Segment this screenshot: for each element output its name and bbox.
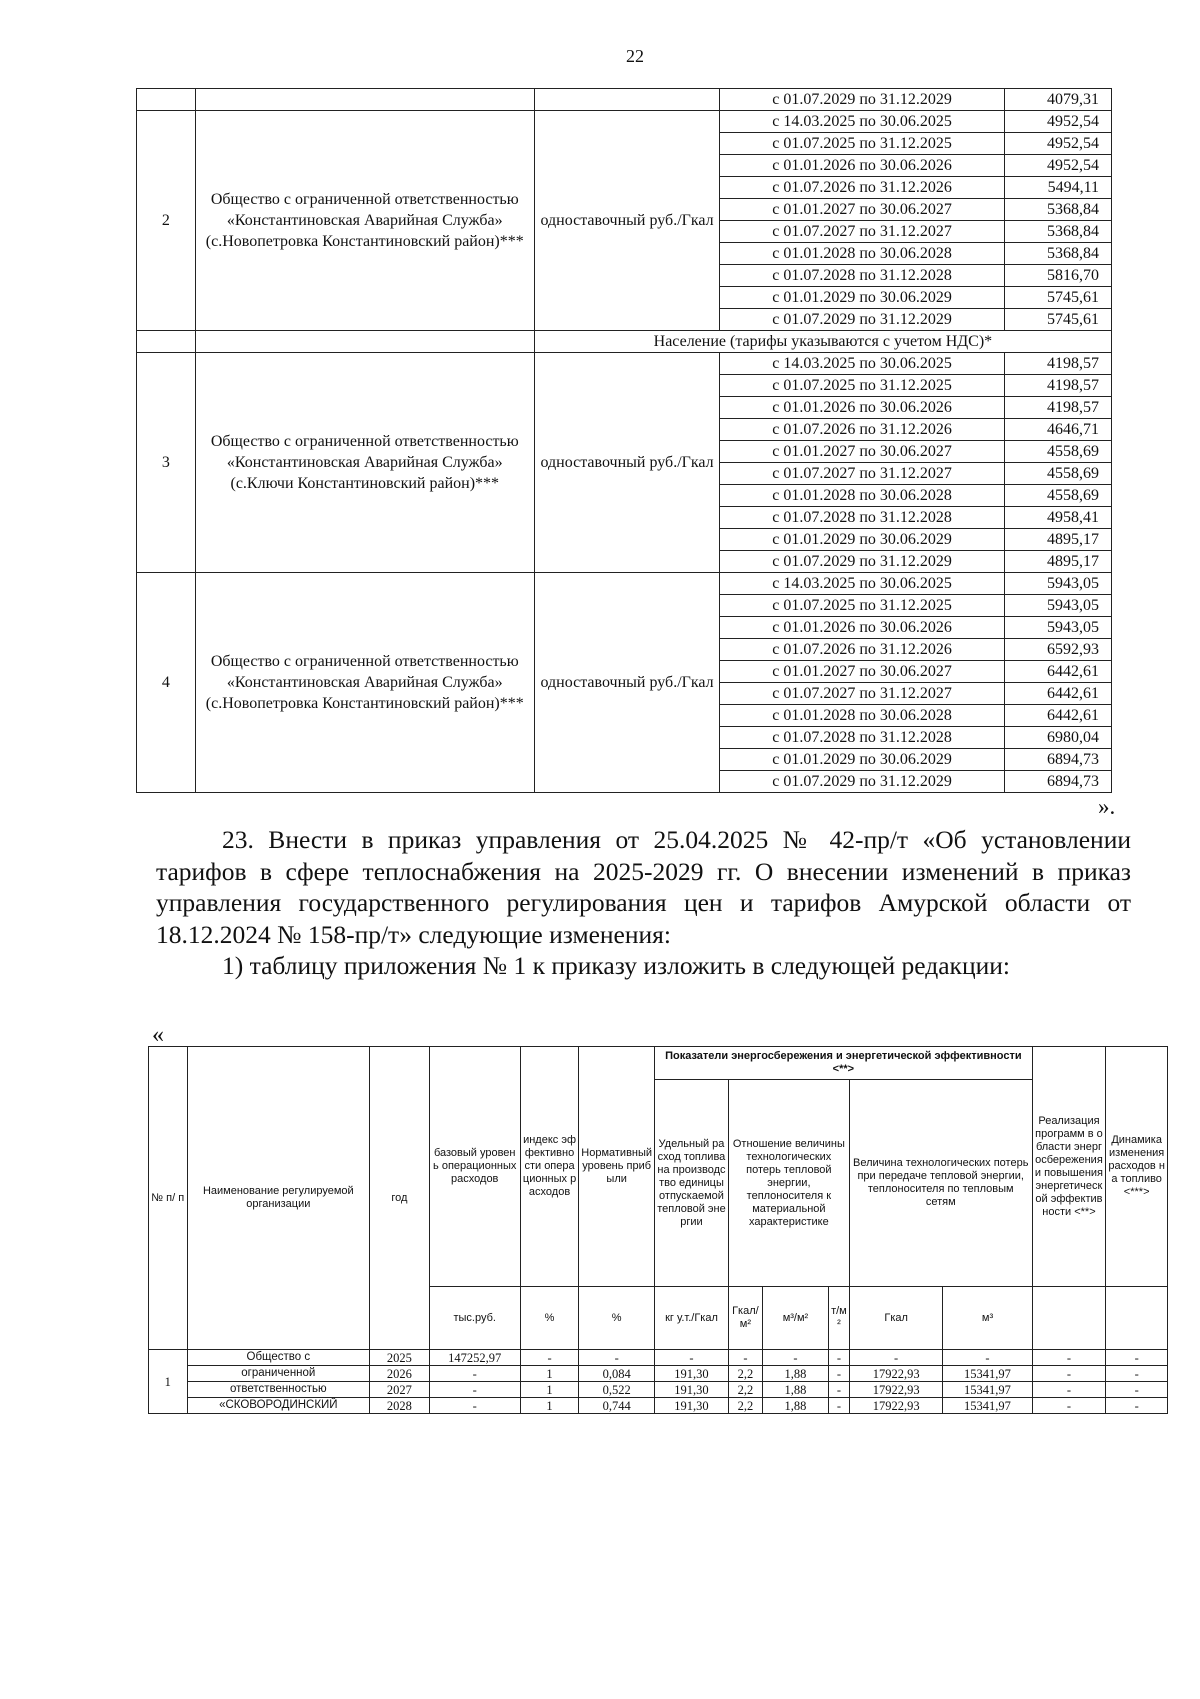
table-row: [149, 1398, 1168, 1414]
org-number: 2: [137, 111, 196, 331]
header-row: [149, 1047, 1168, 1080]
efficiency-table: [148, 1046, 1168, 1414]
unit-gcal: Гкал: [849, 1287, 943, 1350]
closing-quote: ».: [1098, 794, 1116, 819]
header-org: Наименование регулируемой организации: [187, 1047, 370, 1350]
header-base-level: базовый уровень операционных расходов: [429, 1047, 520, 1287]
cell-program: -: [1032, 1350, 1106, 1366]
org-number: 3: [137, 353, 196, 573]
value-cell: 5943,05: [1004, 617, 1111, 639]
unit-index: %: [520, 1287, 578, 1350]
header-loss-ratio: Отношение величины технологических потерь тепловой энергии, теплоносителя к материальной характеристике: [728, 1080, 849, 1287]
period-cell: с 14.03.2025 по 30.06.2025: [720, 111, 1004, 133]
cell-gcal-m2: 2,2: [728, 1382, 762, 1398]
table-cell: [137, 331, 196, 353]
section-row: [137, 331, 1112, 353]
value-cell: 5368,84: [1004, 221, 1111, 243]
value-cell: 5368,84: [1004, 199, 1111, 221]
header-energy-group: Показатели энергосбережения и энергетической эффективности <**>: [655, 1047, 1032, 1080]
value-cell: 5368,84: [1004, 243, 1111, 265]
tariff-type: одноставочный руб./Гкал: [534, 111, 720, 331]
table-row: [137, 573, 1112, 595]
value-cell: 5943,05: [1004, 573, 1111, 595]
cell-year: 2027: [370, 1382, 429, 1398]
table-row: [149, 1350, 1168, 1366]
cell-program: -: [1032, 1382, 1106, 1398]
table-row: [149, 1366, 1168, 1382]
org-number: 1: [149, 1350, 188, 1414]
cell-m3: -: [943, 1350, 1032, 1366]
cell-dynamics: -: [1106, 1382, 1168, 1398]
value-cell: 6592,93: [1004, 639, 1111, 661]
value-cell: 5816,70: [1004, 265, 1111, 287]
cell-m3-m2: 1,88: [762, 1382, 828, 1398]
cell-gcal: 17922,93: [849, 1398, 943, 1414]
org-name-line: «СКОВОРОДИНСКИЙ: [187, 1398, 370, 1414]
period-cell: с 01.01.2026 по 30.06.2026: [720, 617, 1004, 639]
value-cell: 4958,41: [1004, 507, 1111, 529]
cell-year: 2028: [370, 1398, 429, 1414]
value-cell: 6894,73: [1004, 749, 1111, 771]
period-cell: с 01.01.2026 по 30.06.2026: [720, 397, 1004, 419]
period-cell: с 01.01.2027 по 30.06.2027: [720, 441, 1004, 463]
cell-t-m2: -: [828, 1382, 849, 1398]
cell-gcal: 17922,93: [849, 1366, 943, 1382]
org-name: Общество с ограниченной ответственностью «Константиновская Аварийная Служба» (с.Ключи Константиновский район)***: [195, 353, 534, 573]
period-cell: с 01.01.2028 по 30.06.2028: [720, 243, 1004, 265]
unit-fuel-rate: кг у.т./Гкал: [655, 1287, 729, 1350]
item-1: 1) таблицу приложения № 1 к приказу изложить в следующей редакции:: [222, 951, 1010, 980]
cell-index: 1: [520, 1382, 578, 1398]
unit-profit: %: [579, 1287, 655, 1350]
header-num: № п/ п: [149, 1047, 188, 1350]
period-cell: с 01.01.2029 по 30.06.2029: [720, 749, 1004, 771]
cell-profit: 0,522: [579, 1382, 655, 1398]
org-name: Общество с ограниченной ответственностью «Константиновская Аварийная Служба» (с.Новопетровка Константиновский район)***: [195, 573, 534, 793]
value-cell: 5745,61: [1004, 309, 1111, 331]
value-cell: 4895,17: [1004, 529, 1111, 551]
value-cell: 4646,71: [1004, 419, 1111, 441]
unit-base-level: тыс.руб.: [429, 1287, 520, 1350]
cell-program: -: [1032, 1398, 1106, 1414]
value-cell: 6442,61: [1004, 661, 1111, 683]
cell-m3-m2: 1,88: [762, 1366, 828, 1382]
header-index: индекс эффективности операционных расходов: [520, 1047, 578, 1287]
cell-t-m2: -: [828, 1366, 849, 1382]
opening-quote: «: [152, 1022, 164, 1048]
table-cell: [1032, 1287, 1106, 1350]
value-cell: 6442,61: [1004, 683, 1111, 705]
body-text: [156, 824, 1131, 982]
page-number: 22: [626, 46, 644, 66]
cell-index: 1: [520, 1398, 578, 1414]
value-cell: 4198,57: [1004, 353, 1111, 375]
cell-dynamics: -: [1106, 1366, 1168, 1382]
cell-dynamics: -: [1106, 1398, 1168, 1414]
value-cell: 6894,73: [1004, 771, 1111, 793]
period-cell: с 14.03.2025 по 30.06.2025: [720, 573, 1004, 595]
cell-dynamics: -: [1106, 1350, 1168, 1366]
cell-gcal-m2: 2,2: [728, 1366, 762, 1382]
cell-fuel: -: [655, 1350, 729, 1366]
cell-base: 147252,97: [429, 1350, 520, 1366]
table-cell: [137, 89, 196, 111]
value-cell: 5494,11: [1004, 177, 1111, 199]
unit-m3: м³: [943, 1287, 1032, 1350]
value-cell: 4895,17: [1004, 551, 1111, 573]
period-cell: с 01.01.2029 по 30.06.2029: [720, 287, 1004, 309]
value-cell: 4952,54: [1004, 155, 1111, 177]
cell-m3-m2: -: [762, 1350, 828, 1366]
cell-fuel: 191,30: [655, 1366, 729, 1382]
section-label: Население (тарифы указываются с учетом НДС)*: [534, 331, 1111, 353]
org-number: 4: [137, 573, 196, 793]
period-cell: с 01.07.2029 по 31.12.2029: [720, 551, 1004, 573]
tariff-type: одноставочный руб./Гкал: [534, 353, 720, 573]
cell-fuel: 191,30: [655, 1398, 729, 1414]
period-cell: с 01.07.2028 по 31.12.2028: [720, 727, 1004, 749]
cell-gcal: -: [849, 1350, 943, 1366]
table-row: [149, 1382, 1168, 1398]
cell-m3: 15341,97: [943, 1366, 1032, 1382]
value-cell: 4952,54: [1004, 111, 1111, 133]
cell-gcal-m2: -: [728, 1350, 762, 1366]
header-profit: Нормативный уровень прибыли: [579, 1047, 655, 1287]
unit-t-m2: т/м²: [828, 1287, 849, 1350]
period-cell: с 01.07.2029 по 31.12.2029: [720, 309, 1004, 331]
cell-year: 2025: [370, 1350, 429, 1366]
table-cell: [195, 89, 534, 111]
period-cell: с 01.01.2026 по 30.06.2026: [720, 155, 1004, 177]
org-name-line: Общество с: [187, 1350, 370, 1366]
tariff-table: [136, 88, 1112, 793]
table-row: [137, 89, 1112, 111]
period-cell: с 01.01.2028 по 30.06.2028: [720, 705, 1004, 727]
value-cell: 5745,61: [1004, 287, 1111, 309]
cell-profit: 0,084: [579, 1366, 655, 1382]
period-cell: с 01.07.2026 по 31.12.2026: [720, 177, 1004, 199]
period-cell: с 14.03.2025 по 30.06.2025: [720, 353, 1004, 375]
period-cell: с 01.01.2029 по 30.06.2029: [720, 529, 1004, 551]
table-cell: [195, 331, 534, 353]
cell-index: -: [520, 1350, 578, 1366]
value-cell: 4558,69: [1004, 463, 1111, 485]
cell-m3-m2: 1,88: [762, 1398, 828, 1414]
header-program: Реализация программ в области энергосбережения и повышения энергетической эффективности <**>: [1032, 1047, 1106, 1287]
org-name-line: ограниченной: [187, 1366, 370, 1382]
period-cell: с 01.07.2027 по 31.12.2027: [720, 683, 1004, 705]
value-cell: 4952,54: [1004, 133, 1111, 155]
header-dynamics: Динамика изменения расходов на топливо <***>: [1106, 1047, 1168, 1287]
value-cell: 4079,31: [1004, 89, 1111, 111]
cell-program: -: [1032, 1366, 1106, 1382]
value-cell: 4198,57: [1004, 397, 1111, 419]
value-cell: 4198,57: [1004, 375, 1111, 397]
header-year: год: [370, 1047, 429, 1350]
period-cell: с 01.07.2027 по 31.12.2027: [720, 463, 1004, 485]
value-cell: 5943,05: [1004, 595, 1111, 617]
table-row: [137, 353, 1112, 375]
cell-base: -: [429, 1366, 520, 1382]
cell-index: 1: [520, 1366, 578, 1382]
period-cell: с 01.01.2027 по 30.06.2027: [720, 661, 1004, 683]
unit-m3-m2: м³/м²: [762, 1287, 828, 1350]
value-cell: 6980,04: [1004, 727, 1111, 749]
cell-m3: 15341,97: [943, 1382, 1032, 1398]
period-cell: с 01.07.2027 по 31.12.2027: [720, 221, 1004, 243]
cell-m3: 15341,97: [943, 1398, 1032, 1414]
period-cell: с 01.01.2027 по 30.06.2027: [720, 199, 1004, 221]
table-row: [137, 111, 1112, 133]
period-cell: с 01.07.2025 по 31.12.2025: [720, 595, 1004, 617]
header-loss-value: Величина технологических потерь при передаче тепловой энергии, теплоносителя по тепловым сетям: [849, 1080, 1032, 1287]
period-cell: с 01.07.2025 по 31.12.2025: [720, 133, 1004, 155]
table-cell: [1106, 1287, 1168, 1350]
cell-fuel: 191,30: [655, 1382, 729, 1398]
cell-year: 2026: [370, 1366, 429, 1382]
header-fuel-rate: Удельный расход топлива на производство единицы отпускаемой тепловой энергии: [655, 1080, 729, 1287]
cell-t-m2: -: [828, 1350, 849, 1366]
period-cell: с 01.01.2028 по 30.06.2028: [720, 485, 1004, 507]
period-cell: с 01.07.2028 по 31.12.2028: [720, 507, 1004, 529]
cell-base: -: [429, 1382, 520, 1398]
org-name: Общество с ограниченной ответственностью «Константиновская Аварийная Служба» (с.Новопетровка Константиновский район)***: [195, 111, 534, 331]
cell-base: -: [429, 1398, 520, 1414]
cell-gcal-m2: 2,2: [728, 1398, 762, 1414]
cell-t-m2: -: [828, 1398, 849, 1414]
tariff-type: одноставочный руб./Гкал: [534, 573, 720, 793]
org-name-line: ответственностью: [187, 1382, 370, 1398]
period-cell: с 01.07.2029 по 31.12.2029: [720, 89, 1004, 111]
paragraph-23: 23. Внести в приказ управления от 25.04.2025 № 42-пр/т «Об установлении тарифов в сфере теплоснабжения на 2025-2029 гг. О внесении изменений в приказ управления государственного регулирования цен и тарифов Амурской области от 18.12.2024 № 158-пр/т» следующие изменения:: [156, 825, 1131, 949]
table-cell: [534, 89, 720, 111]
cell-profit: 0,744: [579, 1398, 655, 1414]
cell-gcal: 17922,93: [849, 1382, 943, 1398]
period-cell: с 01.07.2025 по 31.12.2025: [720, 375, 1004, 397]
period-cell: с 01.07.2026 по 31.12.2026: [720, 639, 1004, 661]
cell-profit: -: [579, 1350, 655, 1366]
period-cell: с 01.07.2029 по 31.12.2029: [720, 771, 1004, 793]
unit-gcal-m2: Гкал/м²: [728, 1287, 762, 1350]
value-cell: 6442,61: [1004, 705, 1111, 727]
value-cell: 4558,69: [1004, 485, 1111, 507]
value-cell: 4558,69: [1004, 441, 1111, 463]
period-cell: с 01.07.2028 по 31.12.2028: [720, 265, 1004, 287]
period-cell: с 01.07.2026 по 31.12.2026: [720, 419, 1004, 441]
